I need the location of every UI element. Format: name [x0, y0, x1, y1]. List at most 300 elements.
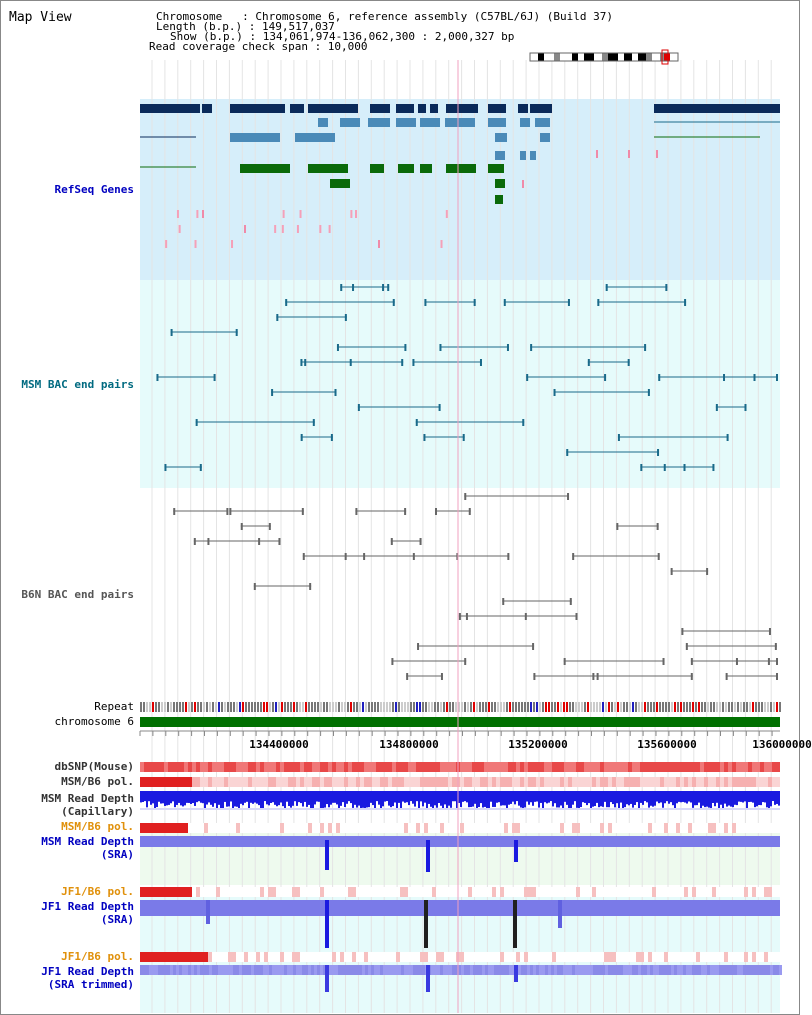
jf1-depth-trim-bin — [689, 965, 692, 975]
refseq-pink-mark — [297, 225, 299, 233]
depth-capillary-bar — [324, 791, 326, 808]
jf1-b6-pol-bin — [296, 887, 300, 897]
dbsnp-bin — [224, 762, 228, 772]
repeat-bar — [728, 702, 730, 712]
msm-b6-pol-bin — [608, 777, 612, 787]
depth-capillary-base — [140, 808, 780, 810]
depth-capillary-bar — [246, 791, 248, 802]
depth-capillary-bar — [340, 791, 342, 806]
depth-capillary-bar — [422, 791, 424, 806]
depth-capillary-bar — [572, 791, 574, 805]
jf1-b6-pol-trim-bin — [436, 952, 440, 962]
repeat-bar — [374, 702, 376, 712]
depth-capillary-bar — [504, 791, 506, 805]
jf1-b6-pol-trim-bin — [688, 952, 692, 962]
depth-capillary-bar — [516, 791, 518, 801]
b6n-bac-end — [686, 643, 688, 650]
jf1-b6-pol-trim-bin — [728, 952, 732, 962]
b6n-bac-end — [404, 508, 406, 515]
refseq-gene — [290, 104, 304, 113]
msm-bac-end — [522, 419, 524, 426]
repeat-bar — [233, 702, 235, 712]
refseq-gene — [340, 118, 360, 127]
depth-capillary-bar — [526, 791, 528, 802]
jf1-b6-pol-trim-bin — [736, 952, 740, 962]
depth-capillary-bar — [218, 791, 220, 805]
jf1-depth-trim-bin — [239, 965, 242, 975]
jf1-b6-pol-trim-bin — [144, 952, 148, 962]
msm-b6-pol-sra-bin — [644, 823, 648, 833]
jf1-depth-trim-bin — [299, 965, 302, 975]
dbsnp-bin — [660, 762, 664, 772]
repeat-bar — [251, 702, 253, 712]
dbsnp-bin — [564, 762, 568, 772]
msm-b6-pol-sra-bin — [476, 823, 480, 833]
jf1-depth-trim-bin — [767, 965, 770, 975]
jf1-depth-trim-bin — [416, 965, 419, 975]
msm-b6-pol-sra-bin — [704, 823, 708, 833]
jf1-depth-trim-bin — [188, 965, 191, 975]
msm-b6-pol-sra-bin — [448, 823, 452, 833]
refseq-gene — [230, 133, 280, 142]
dbsnp-bin — [364, 762, 368, 772]
jf1-b6-pol-trim-bin — [280, 952, 284, 962]
repeat-bar — [734, 702, 736, 712]
msm-b6-pol-sra-bin — [188, 823, 192, 833]
dbsnp-bin — [144, 762, 148, 772]
jf1-depth-trim-bin — [245, 965, 248, 975]
depth-capillary-bar — [332, 791, 334, 803]
depth-capillary-bar — [608, 791, 610, 807]
jf1-depth-trim-bin — [542, 965, 545, 975]
msm-b6-pol-sra-bin — [264, 823, 268, 833]
depth-capillary-bar — [448, 791, 450, 806]
jf1-b6-pol-trim-bin — [604, 952, 608, 962]
depth-capillary-bar — [682, 791, 684, 802]
jf1-b6-pol-bin — [548, 887, 552, 897]
msm-b6-pol-bin — [504, 777, 508, 787]
depth-capillary-bar — [450, 791, 452, 808]
jf1-depth-trim-bin — [587, 965, 590, 975]
jf1-depth-trim-bin — [227, 965, 230, 975]
depth-capillary-bar — [482, 791, 484, 807]
repeat-bar — [215, 702, 217, 712]
msm-bac-end — [301, 434, 303, 441]
jf1-b6-pol-trim-bin — [652, 952, 656, 962]
depth-capillary-bar — [488, 791, 490, 809]
msm-b6-pol-bin — [712, 777, 716, 787]
msm-b6-pol-sra-bin — [432, 823, 436, 833]
msm-b6-pol-bin — [212, 777, 216, 787]
msm-b6-pol-bin — [264, 777, 268, 787]
msm-b6-pol-sra-bin — [572, 823, 576, 833]
depth-capillary-bar — [762, 791, 764, 802]
msm-b6-pol-sra-bin — [744, 823, 748, 833]
repeat-bar — [575, 702, 577, 712]
repeat-bar — [182, 702, 184, 712]
repeat-bar — [527, 702, 529, 712]
jf1-depth-trim-bin — [182, 965, 185, 975]
b6n-bac-end — [572, 553, 574, 560]
depth-capillary-bar — [424, 791, 426, 803]
jf1-depth-trim-bin — [494, 965, 497, 975]
depth-capillary-bar — [636, 791, 638, 802]
jf1-b6-pol-trim-bin — [476, 952, 480, 962]
repeat-bar — [491, 702, 493, 712]
msm-b6-pol-sra-bin — [248, 823, 252, 833]
msm-b6-pol-bin — [396, 777, 400, 787]
b6n-bac-end — [726, 673, 728, 680]
jf1-depth-trim-bin — [563, 965, 566, 975]
msm-b6-pol-sra-bin — [164, 823, 168, 833]
jf1-b6-pol-bin — [340, 887, 344, 897]
jf1-b6-pol-trim-bin — [568, 952, 572, 962]
jf1-depth-trim-bin — [248, 965, 251, 975]
jf1-depth-trim-bin — [179, 965, 182, 975]
jf1-b6-pol-bin — [668, 887, 672, 897]
jf1-depth-trim-bin — [434, 965, 437, 975]
refseq-gene — [398, 164, 414, 173]
b6n-bac-end — [391, 658, 393, 665]
b6n-bac-end — [691, 658, 693, 665]
repeat-bar — [680, 702, 682, 712]
jf1-b6-pol-trim-bin — [444, 952, 448, 962]
jf1-depth-trim-bin — [431, 965, 434, 975]
msm-b6-pol-bin — [632, 777, 636, 787]
jf1-b6-pol-bin — [772, 887, 776, 897]
jf1-b6-pol-bin — [196, 887, 200, 897]
msm-bac-end — [424, 299, 426, 306]
depth-capillary-bar — [680, 791, 682, 802]
msm-b6-pol-bin — [476, 777, 480, 787]
jf1-b6-pol-trim-bin — [596, 952, 600, 962]
jf1-depth-trim-bin — [752, 965, 755, 975]
msm-bac-end — [171, 329, 173, 336]
msm-b6-pol-bin — [580, 777, 584, 787]
msm-b6-pol-bin — [268, 777, 272, 787]
jf1-depth-trim-bin — [287, 965, 290, 975]
msm-b6-pol-label: MSM/B6 pol. — [61, 775, 134, 788]
depth-capillary-bar — [366, 791, 368, 807]
jf1-b6-pol-trim-bin — [460, 952, 464, 962]
depth-capillary-bar — [376, 791, 378, 801]
msm-b6-pol-bin — [732, 777, 736, 787]
msm-b6-pol-sra-bin — [220, 823, 224, 833]
jf1-depth-trim-bin — [773, 965, 776, 975]
jf1-b6-pol-trim-bin — [440, 952, 444, 962]
jf1-b6-pol-bin — [676, 887, 680, 897]
jf1-depth-trim-bin — [374, 965, 377, 975]
depth-capillary-bar — [410, 791, 412, 801]
repeat-bar — [707, 702, 709, 712]
msm-b6-pol-bin — [660, 777, 664, 787]
msm-b6-pol-bin — [700, 777, 704, 787]
msm-b6-pol-bin — [756, 777, 760, 787]
ideogram-band — [554, 53, 560, 61]
jf1-b6-pol-bin — [276, 887, 280, 897]
dbsnp-bin — [528, 762, 532, 772]
repeat-bar — [428, 702, 430, 712]
jf1-b6-pol-bin — [228, 887, 232, 897]
refseq-gene — [495, 179, 505, 188]
depth-capillary-bar — [220, 791, 222, 809]
jf1-b6-pol-bin — [760, 887, 764, 897]
jf1-depth-sra-label-1: JF1 Read Depth — [41, 900, 134, 913]
jf1-b6-pol-bin — [208, 887, 212, 897]
jf1-b6-pol-bin — [408, 887, 412, 897]
dbsnp-bin — [228, 762, 232, 772]
msm-b6-pol-bin — [664, 777, 668, 787]
msm-b6-pol-bin — [716, 777, 720, 787]
jf1-b6-pol-bin — [200, 887, 204, 897]
dbsnp-bin — [652, 762, 656, 772]
msm-bac-end — [480, 359, 482, 366]
ideogram-band — [608, 53, 618, 61]
repeat-bar — [611, 702, 613, 712]
axis-tick-label: 134800000 — [379, 738, 439, 751]
depth-capillary-bar — [270, 791, 272, 803]
dbsnp-bin — [712, 762, 716, 772]
depth-capillary-bar — [568, 791, 570, 808]
dbsnp-bin — [336, 762, 340, 772]
depth-capillary-bar — [644, 791, 646, 801]
msm-b6-pol-bin — [720, 777, 724, 787]
jf1-b6-pol-trim-label: JF1/B6 pol. — [61, 950, 134, 963]
jf1-depth-trim-bin — [353, 965, 356, 975]
jf1-depth-trim-bin — [413, 965, 416, 975]
jf1-depth-sra-spike — [424, 900, 428, 948]
depth-capillary-bar — [604, 791, 606, 802]
msm-b6-pol-bin — [356, 777, 360, 787]
jf1-b6-pol-bin — [620, 887, 624, 897]
jf1-b6-pol-bin — [592, 887, 596, 897]
msm-b6-pol-sra-bin — [312, 823, 316, 833]
depth-capillary-bar — [204, 791, 206, 809]
jf1-b6-pol-bin — [476, 887, 480, 897]
jf1-b6-pol-bin — [712, 887, 716, 897]
depth-capillary-bar — [140, 791, 142, 802]
dbsnp-bin — [160, 762, 164, 772]
msm-bac-end — [568, 299, 570, 306]
repeat-bar — [692, 702, 694, 712]
msm-bac-end — [657, 449, 659, 456]
dbsnp-bin — [204, 762, 208, 772]
msm-b6-pol-bin — [596, 777, 600, 787]
msm-b6-pol-bin — [680, 777, 684, 787]
dbsnp-bin — [552, 762, 556, 772]
jf1-b6-pol-trim-bin — [272, 952, 276, 962]
msm-bac-end — [474, 299, 476, 306]
repeat-bar — [140, 702, 142, 712]
ideogram-band — [602, 53, 608, 61]
jf1-b6-pol-bin — [268, 887, 272, 897]
msm-b6-pol-sra-bin — [604, 823, 608, 833]
dbsnp-bin — [592, 762, 596, 772]
repeat-bar — [245, 702, 247, 712]
ideogram-band — [530, 53, 538, 61]
jf1-b6-pol-trim-bin — [732, 952, 736, 962]
jf1-b6-pol-bin — [144, 887, 148, 897]
msm-b6-pol-sra-bin — [760, 823, 764, 833]
dbsnp-bin — [184, 762, 188, 772]
msm-b6-pol-bin — [316, 777, 320, 787]
msm-bac-end — [648, 389, 650, 396]
depth-capillary-bar — [678, 791, 680, 802]
jf1-b6-pol-bin — [536, 887, 540, 897]
dbsnp-bin — [392, 762, 396, 772]
repeat-bar — [545, 702, 547, 712]
jf1-depth-trim-bin — [602, 965, 605, 975]
msm-b6-pol-bin — [744, 777, 748, 787]
depth-capillary-bar — [314, 791, 316, 804]
repeat-bar — [740, 702, 742, 712]
b6n-bac-end — [207, 538, 209, 545]
refseq-gene — [418, 104, 426, 113]
jf1-depth-trim-bin — [656, 965, 659, 975]
depth-capillary-bar — [478, 791, 480, 807]
dbsnp-bin — [420, 762, 424, 772]
jf1-depth-trim-bin — [398, 965, 401, 975]
jf1-b6-pol-trim-bin — [424, 952, 428, 962]
msm-b6-pol-sra-bin — [576, 823, 580, 833]
repeat-bar — [398, 702, 400, 712]
depth-capillary-bar — [698, 791, 700, 803]
msm-b6-pol-bin — [484, 777, 488, 787]
depth-capillary-bar — [522, 791, 524, 808]
dbsnp-bin — [280, 762, 284, 772]
chromosome-info: Chromosome : Chromosome 6, reference assembly (C57BL/6J) (Build 37) — [156, 10, 613, 23]
b6n-bac-end — [564, 658, 566, 665]
jf1-b6-pol-bin — [648, 887, 652, 897]
jf1-b6-pol-trim-bin — [252, 952, 256, 962]
depth-capillary-bar — [758, 791, 760, 805]
depth-capillary-bar — [550, 791, 552, 801]
jf1-depth-trim-bin — [527, 965, 530, 975]
msm-b6-pol-sra-bin — [276, 823, 280, 833]
repeat-bar — [722, 702, 724, 712]
jf1-b6-pol-bin — [216, 887, 220, 897]
jf1-b6-pol-trim-bin — [324, 952, 328, 962]
msm-b6-pol-bin — [388, 777, 392, 787]
repeat-bar — [200, 702, 202, 712]
dbsnp-bin — [208, 762, 212, 772]
jf1-b6-pol-trim-bin — [608, 952, 612, 962]
msm-b6-pol-bin — [576, 777, 580, 787]
jf1-b6-pol-bin — [700, 887, 704, 897]
refseq-gene — [445, 118, 475, 127]
depth-capillary-bar — [254, 791, 256, 803]
msm-b6-pol-bin — [448, 777, 452, 787]
jf1-b6-pol-trim-bin — [204, 952, 208, 962]
depth-capillary-bar — [372, 791, 374, 805]
repeat-bar — [617, 702, 619, 712]
repeat-bar — [191, 702, 193, 712]
refseq-gene — [230, 104, 285, 113]
msm-b6-pol-sra-bin — [172, 823, 176, 833]
depth-capillary-bar — [420, 791, 422, 801]
msm-b6-pol-sra-bin — [460, 823, 464, 833]
msm-b6-pol-bin — [672, 777, 676, 787]
jf1-depth-trim-bin — [164, 965, 167, 975]
jf1-b6-pol-trim-bin — [268, 952, 272, 962]
jf1-depth-trim-bin — [206, 965, 209, 975]
depth-capillary-bar — [406, 791, 408, 802]
jf1-b6-pol-bin — [352, 887, 356, 897]
depth-capillary-bar — [416, 791, 418, 801]
depth-capillary-bar — [588, 791, 590, 803]
jf1-b6-pol-bin — [748, 887, 752, 897]
jf1-depth-trim-bin — [218, 965, 221, 975]
jf1-depth-trim-bin — [293, 965, 296, 975]
jf1-depth-trim-bin — [758, 965, 761, 975]
msm-b6-pol-sra-bin — [648, 823, 652, 833]
depth-capillary-bar — [396, 791, 398, 809]
msm-b6-pol-bin — [472, 777, 476, 787]
depth-capillary-bar — [500, 791, 502, 806]
dbsnp-bin — [212, 762, 216, 772]
b6n-bac-label: B6N BAC end pairs — [21, 588, 134, 601]
jf1-depth-trim-bin — [683, 965, 686, 975]
depth-capillary-bar — [152, 791, 154, 803]
repeat-bar — [524, 702, 526, 712]
ideogram-band — [538, 53, 544, 61]
jf1-b6-pol-trim-bin — [680, 952, 684, 962]
msm-b6-pol-sra-bin — [584, 823, 588, 833]
jf1-depth-trim-bin — [224, 965, 227, 975]
repeat-bar — [242, 702, 244, 712]
msm-b6-pol-sra-bin — [600, 823, 604, 833]
jf1-depth-trim-bin — [671, 965, 674, 975]
jf1-b6-pol-bin — [596, 887, 600, 897]
repeat-bar — [440, 702, 442, 712]
jf1-depth-trim-bin — [488, 965, 491, 975]
jf1-depth-trim-bin — [596, 965, 599, 975]
repeat-bar — [329, 702, 331, 712]
msm-b6-pol-sra-bin — [148, 823, 152, 833]
jf1-b6-pol-bin — [412, 887, 416, 897]
jf1-b6-pol-bin — [492, 887, 496, 897]
dbsnp-bin — [716, 762, 720, 772]
jf1-b6-pol-trim-bin — [180, 952, 184, 962]
msm-b6-pol-bin — [176, 777, 180, 787]
depth-capillary-bar — [530, 791, 532, 802]
dbsnp-bin — [176, 762, 180, 772]
jf1-b6-pol-trim-bin — [704, 952, 708, 962]
b6n-bac-end — [355, 508, 357, 515]
depth-capillary-bar — [224, 791, 226, 802]
jf1-depth-trim-bin — [653, 965, 656, 975]
depth-capillary-bar — [716, 791, 718, 803]
dbsnp-bin — [648, 762, 652, 772]
repeat-bar — [386, 702, 388, 712]
repeat-bar — [557, 702, 559, 712]
msm-bac-end — [276, 314, 278, 321]
msm-b6-pol-sra-bin — [232, 823, 236, 833]
depth-capillary-bar — [664, 791, 666, 803]
depth-capillary-bar — [284, 791, 286, 809]
msm-b6-pol-sra-bin — [244, 823, 248, 833]
msm-bac-end — [358, 404, 360, 411]
b6n-bac-end — [278, 538, 280, 545]
jf1-b6-pol-trim-bin — [496, 952, 500, 962]
msm-b6-pol-bin — [192, 777, 196, 787]
depth-capillary-bar — [258, 791, 260, 805]
jf1-depth-trim-bin — [740, 965, 743, 975]
depth-capillary-bar — [744, 791, 746, 801]
jf1-depth-trim-bin — [722, 965, 725, 975]
msm-b6-pol-sra-bin — [320, 823, 324, 833]
msm-bac-end — [658, 374, 660, 381]
